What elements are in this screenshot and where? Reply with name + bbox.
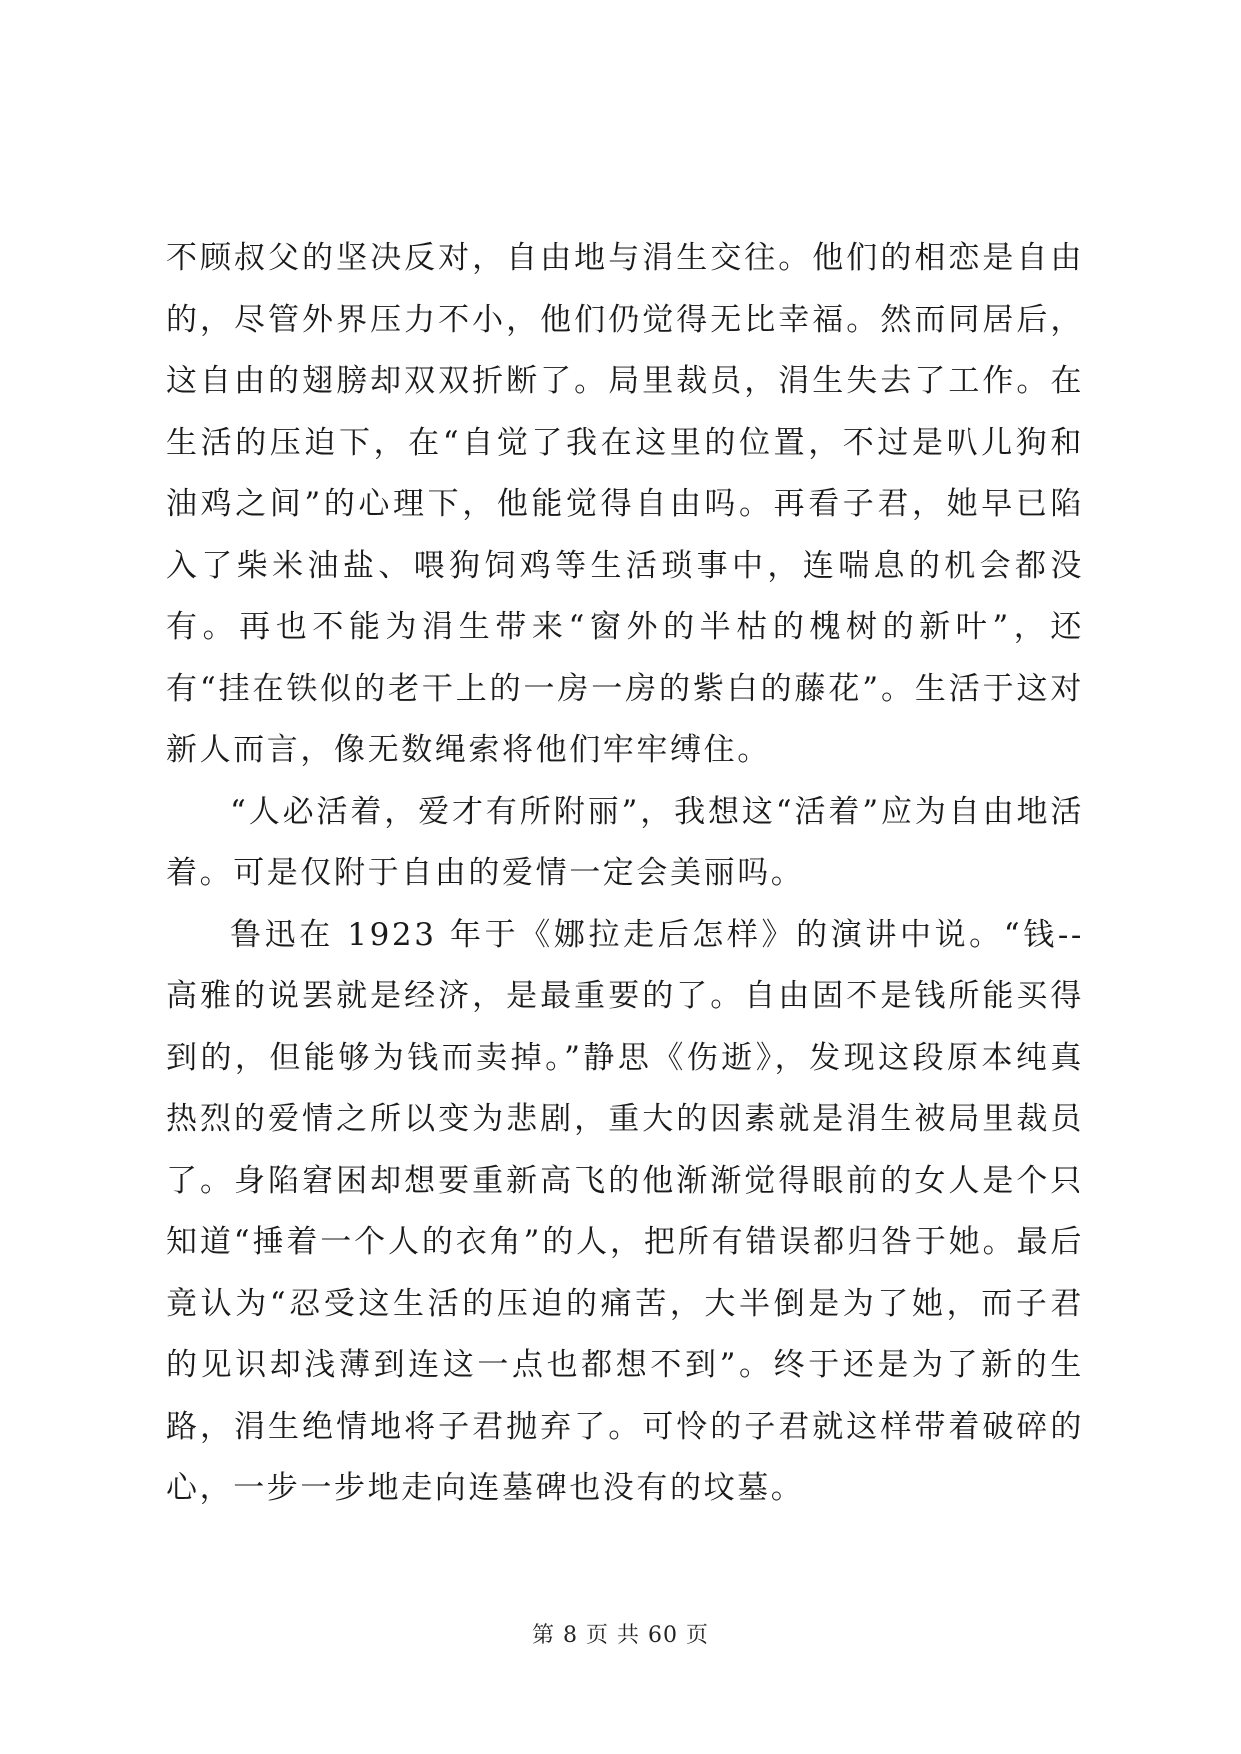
paragraph-quote: “人必活着，爱才有所附丽”，我想这“活着”应为自由地活着。可是仅附于自由的爱情一定会美丽吗。 <box>166 793 1084 891</box>
body-text <box>166 228 1084 1520</box>
paragraph-continuation: 不顾叔父的坚决反对，自由地与涓生交往。他们的相恋是自由的，尽管外界压力不小，他们仍觉得无比幸福。然而同居后，这自由的翅膀却双双折断了。局里裁员，涓生失去了工作。在生活的压迫下，在“自觉了我在这里的位置，不过是叭儿狗和油鸡之间”的心理下，他能觉得自由吗。再看子君，她早已陷入了柴米油盐、喂狗饲鸡等生活琐事中，连喘息的机会都没有。再也不能为涓生带来“窗外的半枯的槐树的新叶”，还有“挂在铁似的老干上的一房一房的紫白的藤花”。生活于这对新人而言，像无数绳索将他们牢牢缚住。 <box>166 240 1084 768</box>
page-footer: 第 8 页 共 60 页 <box>532 1623 709 1648</box>
paragraph-lu-xun: 鲁迅在 1923 年于《娜拉走后怎样》的演讲中说。“钱--高雅的说罢就是经济，是最重要的了。自由固不是钱所能买得到的，但能够为钱而卖掉。”静思《伤逝》，发现这段原本纯真热烈的爱情之所以变为悲剧，重大的因素就是涓生被局里裁员了。身陷窘困却想要重新高飞的他渐渐觉得眼前的女人是个只知道“捶着一个人的衣角”的人，把所有错误都归咎于她。最后竟认为“忍受这生活的压迫的痛苦，大半倒是为了她，而子君的见识却浅薄到连这一点也都想不到”。终于还是为了新的生路，涓生绝情地将子君抛弃了。可怜的子君就这样带着破碎的心，一步一步地走向连墓碑也没有的坟墓。 <box>166 916 1084 1506</box>
